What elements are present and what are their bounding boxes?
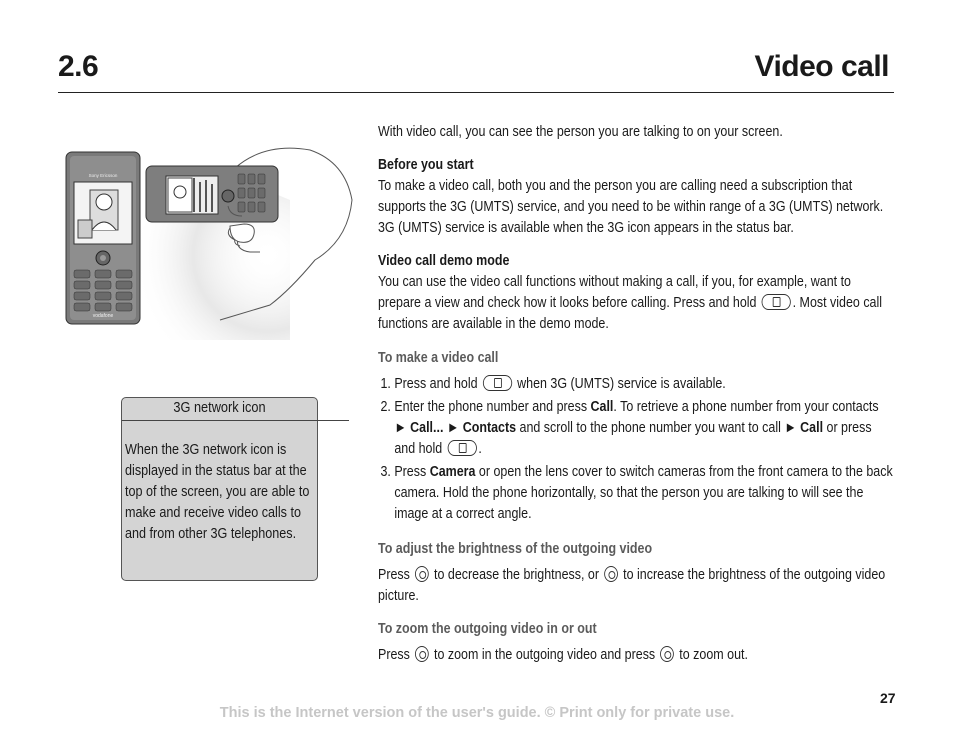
brand-bottom-label: vodafone <box>92 313 114 319</box>
brightness-text-c: to increase the brightness of the outgoing video picture. <box>378 567 886 604</box>
make-heading: To make a video call <box>378 350 499 366</box>
list-item: 2. Enter the phone number and press Call. To retrieve a phone number from your contacts ► Call... ► Contacts and scroll to the phone number you want to call ► Call or press and hold . <box>394 397 894 460</box>
step2-text-b: . To retrieve a phone number from your contacts <box>613 399 879 415</box>
step2-text-c: and scroll to the phone number you want to call <box>519 420 781 436</box>
step2-calldots-label: Call... <box>410 420 444 436</box>
list-item <box>394 462 894 525</box>
intro-text: With video call, you can see the person you are talking to on your screen. <box>378 124 783 140</box>
demo-text <box>378 272 894 335</box>
arrow-right-icon: ► <box>784 420 797 436</box>
brightness-text-a: Press <box>378 567 410 583</box>
demo-text-1: You can use the video call functions without making a call, if you, for example, want to prepare a view and check how it looks before calling. Press and hold <box>378 274 851 311</box>
demo-text-2: . Most video call functions are available in the demo mode. <box>378 295 883 332</box>
before-heading: Before you start <box>378 157 474 173</box>
step2-text-d: or press and hold <box>394 420 872 457</box>
note-divider <box>122 420 349 421</box>
step1-text-b: when 3G (UMTS) service is available. <box>517 376 726 392</box>
section-number: 2.6 <box>58 50 99 83</box>
note-body: When the 3G network icon is displayed in the status bar at the top of the screen, you are able to make and receive video calls to and from other 3G telephones. <box>125 442 310 542</box>
navigation-right-icon <box>604 566 618 582</box>
navigation-down-icon <box>660 646 674 662</box>
video-call-key-icon <box>447 440 476 456</box>
step1-text-a: Press and hold <box>394 376 478 392</box>
step2-text-a: Enter the phone number and press <box>394 399 588 415</box>
footer-disclaimer: This is the Internet version of the user's guide. © Print only for private use. <box>219 705 735 721</box>
zoom-text-c: to zoom out. <box>679 647 748 663</box>
note-box <box>121 397 318 581</box>
brightness-heading: To adjust the brightness of the outgoing video <box>378 541 653 557</box>
navigation-left-icon <box>415 566 429 582</box>
zoom-heading: To zoom the outgoing video in or out <box>378 621 597 637</box>
brightness-text-b: to decrease the brightness, or <box>434 567 600 583</box>
video-call-key-icon <box>762 294 791 310</box>
zoom-text <box>378 645 894 666</box>
phone-illustration <box>60 140 360 340</box>
brightness-text <box>378 565 894 607</box>
section-title: Video call <box>754 50 889 83</box>
page-number: 27 <box>880 690 896 706</box>
make-steps <box>378 374 894 525</box>
brand-top-label: Sony Ericsson <box>88 173 118 178</box>
note-title: 3G network icon <box>173 400 266 416</box>
navigation-up-icon <box>415 646 429 662</box>
phone-front-view <box>66 152 140 324</box>
video-call-key-icon <box>483 375 512 391</box>
step3-camera-label: Camera <box>429 464 476 480</box>
step3-text-a: Press <box>394 464 427 480</box>
arrow-right-icon: ► <box>394 420 407 436</box>
phone-landscape-view <box>146 166 278 222</box>
arrow-right-icon: ► <box>446 420 460 436</box>
step2-call2-label: Call <box>800 420 824 436</box>
header-divider <box>58 92 894 93</box>
step2-contacts-label: Contacts <box>462 420 517 436</box>
main-content <box>378 122 898 666</box>
step2-call-label: Call <box>590 399 614 415</box>
demo-heading: Video call demo mode <box>378 253 510 269</box>
step3-text-b: or open the lens cover to switch cameras from the front camera to the back camera. Hold the phone horizontally, so that the person you are talking to will see the image at a correct angle. <box>394 464 893 522</box>
zoom-text-a: Press <box>378 647 410 663</box>
zoom-text-b: to zoom in the outgoing video and press <box>434 647 656 663</box>
before-text: To make a video call, both you and the person you are calling need a subscription that supports the 3G (UMTS) service, and you need to be within range of a 3G (UMTS) network. 3G (UMTS) service is available when the 3G icon appears in the status bar. <box>378 178 884 236</box>
list-item <box>394 374 894 395</box>
